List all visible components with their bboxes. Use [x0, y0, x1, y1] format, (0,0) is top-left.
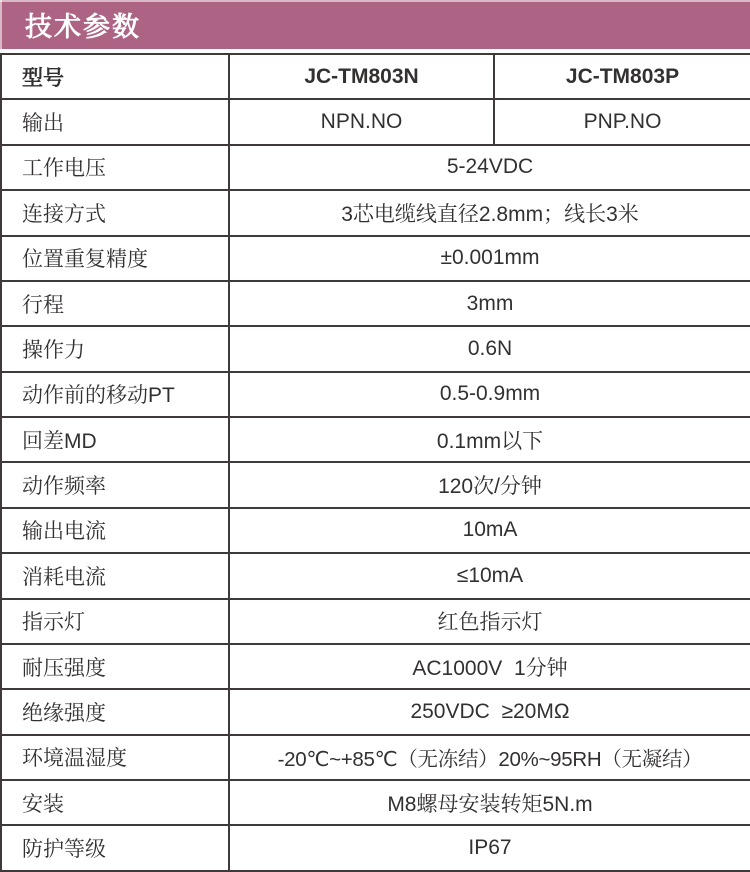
param-label: 环境温湿度	[1, 735, 229, 780]
output-value-n: NPN.NO	[229, 99, 494, 144]
table-row-output	[1, 99, 750, 144]
model-name-n: JC-TM803N	[229, 54, 494, 99]
param-label: 位置重复精度	[1, 236, 229, 281]
param-value: 120次/分钟	[229, 462, 750, 507]
table-row	[1, 462, 750, 507]
param-label-model: 型号	[1, 54, 229, 99]
table-row	[1, 735, 750, 780]
param-value: 0.1mm以下	[229, 417, 750, 462]
param-value: AC1000V 1分钟	[229, 644, 750, 689]
param-label: 工作电压	[1, 145, 229, 190]
param-label: 连接方式	[1, 190, 229, 235]
param-label: 回差MD	[1, 417, 229, 462]
table-row	[1, 326, 750, 371]
output-value-p: PNP.NO	[494, 99, 750, 144]
param-value: 红色指示灯	[229, 599, 750, 644]
table-row	[1, 190, 750, 235]
table-row	[1, 281, 750, 326]
param-value: -20℃~+85℃（无冻结）20%~95RH（无凝结）	[229, 735, 750, 780]
param-value: ±0.001mm	[229, 236, 750, 281]
table-row	[1, 599, 750, 644]
param-label: 防护等级	[1, 825, 229, 871]
param-value: M8螺母安装转矩5N.m	[229, 780, 750, 825]
table-row	[1, 644, 750, 689]
param-label: 耐压强度	[1, 644, 229, 689]
table-row	[1, 508, 750, 553]
table-row	[1, 689, 750, 734]
param-label: 操作力	[1, 326, 229, 371]
param-value: 3mm	[229, 281, 750, 326]
table-row	[1, 553, 750, 598]
param-value: 0.6N	[229, 326, 750, 371]
table-row	[1, 825, 750, 871]
param-label: 动作频率	[1, 462, 229, 507]
param-label-output: 输出	[1, 99, 229, 144]
spec-table	[0, 53, 750, 872]
table-row	[1, 236, 750, 281]
table-row	[1, 417, 750, 462]
param-label: 消耗电流	[1, 553, 229, 598]
section-title-bar	[0, 0, 750, 49]
param-value: 0.5-0.9mm	[229, 372, 750, 417]
param-value: IP67	[229, 825, 750, 871]
param-label: 安装	[1, 780, 229, 825]
param-value: 10mA	[229, 508, 750, 553]
table-row-model	[1, 54, 750, 99]
section-title: 技术参数	[25, 12, 141, 42]
param-value: 250VDC ≥20MΩ	[229, 689, 750, 734]
param-value: ≤10mA	[229, 553, 750, 598]
param-label: 输出电流	[1, 508, 229, 553]
table-row	[1, 372, 750, 417]
table-row	[1, 145, 750, 190]
param-label: 绝缘强度	[1, 689, 229, 734]
param-value: 3芯电缆线直径2.8mm；线长3米	[229, 190, 750, 235]
param-label: 动作前的移动PT	[1, 372, 229, 417]
param-label: 指示灯	[1, 599, 229, 644]
table-row	[1, 780, 750, 825]
param-label: 行程	[1, 281, 229, 326]
param-value: 5-24VDC	[229, 145, 750, 190]
model-name-p: JC-TM803P	[494, 54, 750, 99]
